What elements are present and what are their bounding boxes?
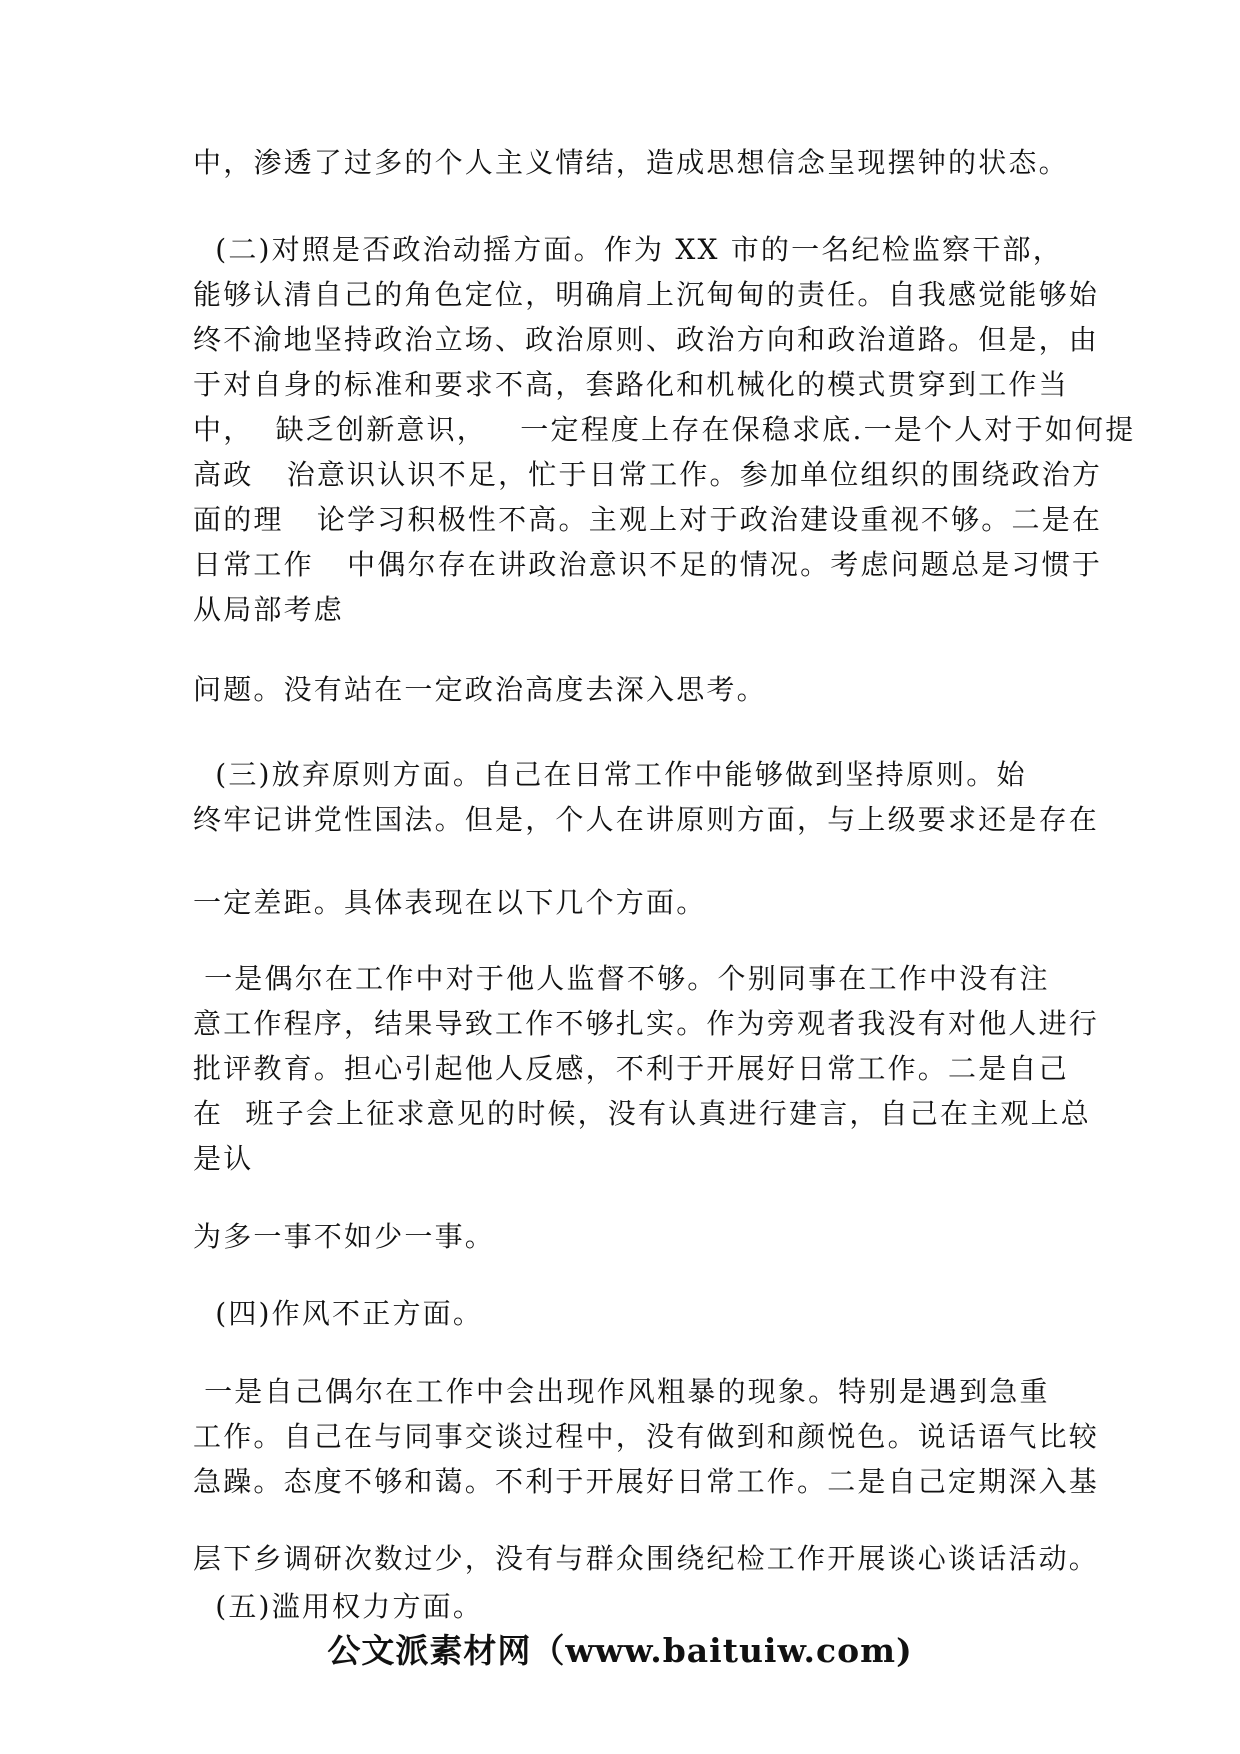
text-line: 问题。没有站在一定政治高度去深入思考。: [193, 673, 767, 706]
text-line: 为多一事不如少一事。: [193, 1220, 496, 1253]
text-line: 层下乡调研次数过少，没有与群众围绕纪检工作开展谈心谈话活动。: [193, 1542, 1100, 1575]
text-line: 在 班子会上征求意见的时候，没有认真进行建言，自己在主观上总: [193, 1097, 1092, 1130]
text-line: 面的理 论学习积极性不高。主观上对于政治建设重视不够。二是在: [193, 503, 1103, 536]
text-line: 是认: [193, 1142, 254, 1175]
text-line: 从局部考虑: [193, 593, 345, 626]
text-line: 终不渝地坚持政治立场、政治原则、政治方向和政治道路。但是，由: [193, 323, 1100, 356]
text-line: (三)放弃原则方面。自己在日常工作中能够做到坚持原则。始: [193, 758, 1027, 791]
text-line: 急躁。态度不够和蔼。不利于开展好日常工作。二是自己定期深入基: [193, 1465, 1100, 1498]
text-line: 高政 治意识认识不足，忙于日常工作。参加单位组织的围绕政治方: [193, 458, 1103, 491]
text-line: 日常工作 中偶尔存在讲政治意识不足的情况。考虑问题总是习惯于: [193, 548, 1103, 581]
text-line: 工作。自己在与同事交谈过程中，没有做到和颜悦色。说话语气比较: [193, 1420, 1100, 1453]
text-line: 于对自身的标准和要求不高，套路化和机械化的模式贯穿到工作当: [193, 368, 1069, 401]
text-line: 中，渗透了过多的个人主义情结，造成思想信念呈现摆钟的状态。: [193, 146, 1069, 179]
text-line: 一定差距。具体表现在以下几个方面。: [193, 886, 707, 919]
footer-watermark: 公文派素材网（www.baituiw.com): [327, 1631, 913, 1670]
text-line: 一是偶尔在工作中对于他人监督不够。个别同事在工作中没有注: [193, 962, 1050, 995]
text-line: 中， 缺乏创新意识， 一定程度上存在保稳求底.一是个人对于如何提: [193, 413, 1136, 446]
text-line: 批评教育。担心引起他人反感，不利于开展好日常工作。二是自己: [193, 1052, 1069, 1085]
text-line: (二)对照是否政治动摇方面。作为 XX 市的一名纪检监察干部，: [193, 233, 1063, 266]
text-line: 终牢记讲党性国法。但是，个人在讲原则方面，与上级要求还是存在: [193, 803, 1100, 836]
text-line: 能够认清自己的角色定位，明确肩上沉甸甸的责任。自我感觉能够始: [193, 278, 1100, 311]
text-line: (四)作风不正方面。: [193, 1297, 484, 1330]
text-line: 意工作程序，结果导致工作不够扎实。作为旁观者我没有对他人进行: [193, 1007, 1100, 1040]
text-line: 一是自己偶尔在工作中会出现作风粗暴的现象。特别是遇到急重: [193, 1375, 1050, 1408]
text-line: (五)滥用权力方面。: [193, 1590, 484, 1623]
